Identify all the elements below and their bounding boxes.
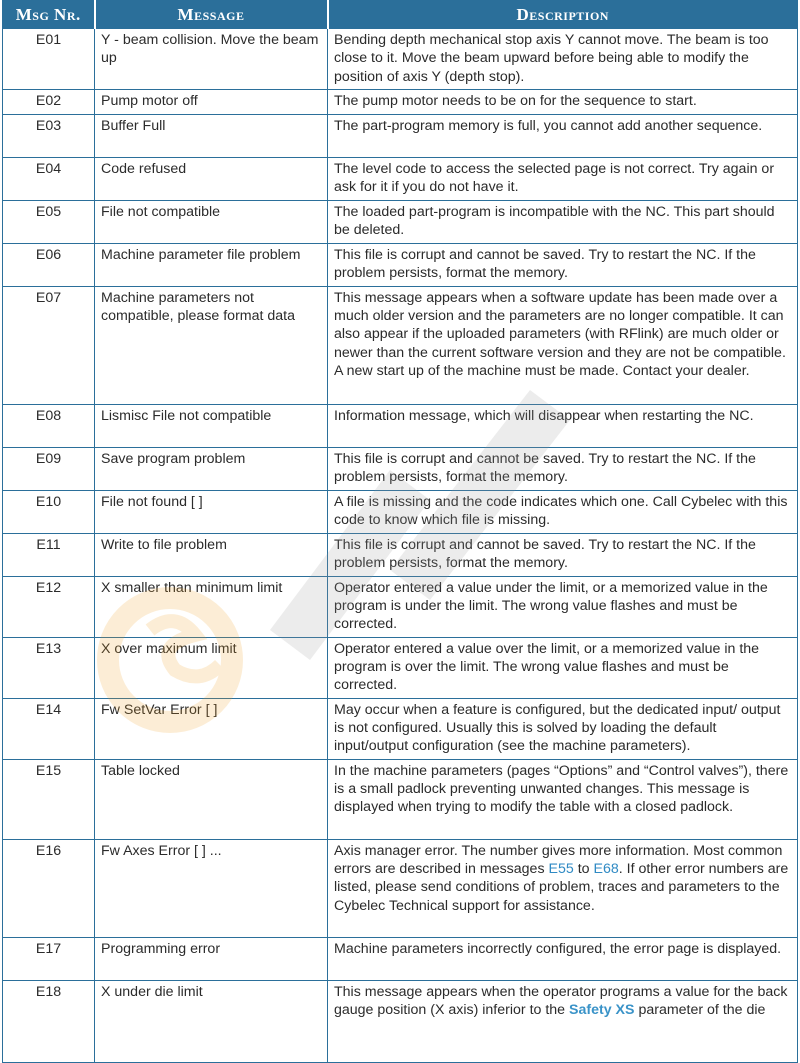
- msg-text: File not found [ ]: [95, 490, 328, 533]
- desc-text-a: Axis manager error. The number gives more information. Most common errors are described in messages: [334, 842, 783, 878]
- link-e55[interactable]: E55: [548, 861, 574, 878]
- msg-code: E14: [3, 698, 95, 759]
- table-row: [3, 404, 798, 447]
- table-row: [3, 89, 798, 114]
- table-row: [3, 937, 798, 980]
- link-safety-xs[interactable]: Safety XS: [569, 1002, 635, 1019]
- msg-text: Save program problem: [95, 447, 328, 490]
- table-row: [3, 157, 798, 200]
- msg-description: The level code to access the selected page is not correct. Try again or ask for it if you do not have it.: [328, 157, 798, 200]
- msg-code: E05: [3, 200, 95, 243]
- msg-description: This file is corrupt and cannot be saved. Try to restart the NC. If the problem persists, format the memory.: [328, 447, 798, 490]
- table-row: [3, 980, 798, 1062]
- table-row: [3, 200, 798, 243]
- msg-description: Operator entered a value over the limit, or a memorized value in the program is over the limit. The wrong value flashes and must be corrected.: [328, 637, 798, 698]
- msg-code: E04: [3, 157, 95, 200]
- msg-description: This file is corrupt and cannot be saved. Try to restart the NC. If the problem persists, format the memory.: [328, 533, 798, 576]
- msg-description: [328, 980, 798, 1062]
- link-e68[interactable]: E68: [593, 861, 619, 878]
- msg-description: The loaded part-program is incompatible with the NC. This part should be deleted.: [328, 200, 798, 243]
- msg-text: Machine parameter file problem: [95, 243, 328, 286]
- msg-text: Code refused: [95, 157, 328, 200]
- desc-text-b: parameter of the die: [638, 1002, 766, 1019]
- table-row: [3, 839, 798, 937]
- msg-code: E12: [3, 576, 95, 637]
- msg-description: Bending depth mechanical stop axis Y cannot move. The beam is too close to it. Move the beam upward before being able to modify the position of axis Y (depth stop).: [328, 29, 798, 90]
- table-row: [3, 243, 798, 286]
- desc-text-a: This message appears when the operator programs a value for the back gauge position (X axis) inferior to the: [334, 983, 788, 1019]
- msg-code: E13: [3, 637, 95, 698]
- msg-text: Machine parameters not compatible, please format data: [95, 286, 328, 404]
- msg-code: E11: [3, 533, 95, 576]
- table-row: [3, 759, 798, 839]
- msg-description: A file is missing and the code indicates which one. Call Cybelec with this code to know which file is missing.: [328, 490, 798, 533]
- msg-code: E02: [3, 89, 95, 114]
- msg-description: May occur when a feature is configured, but the dedicated input/ output is not configured. Usually this is solved by loading the default input/output configuration (see the machine parameters).: [328, 698, 798, 759]
- table-row: [3, 447, 798, 490]
- msg-text: X smaller than minimum limit: [95, 576, 328, 637]
- msg-text: Y - beam collision. Move the beam up: [95, 29, 328, 90]
- table-row: [3, 490, 798, 533]
- msg-description: The pump motor needs to be on for the sequence to start.: [328, 89, 798, 114]
- msg-text: Table locked: [95, 759, 328, 839]
- msg-description: This message appears when a software update has been made over a much older version and the parameters are no longer compatible. It can also appear if the uploaded parameters (with RFlink) are much older or newer than the current software version and they are not be compatible. A new start up of the machine must be made. Contact your dealer.: [328, 286, 798, 404]
- table-row: [3, 698, 798, 759]
- msg-description: In the machine parameters (pages “Options” and “Control valves”), there is a small padlock preventing unwanted changes. This message is displayed when trying to modify the table with a closed padlock.: [328, 759, 798, 839]
- msg-text: Lismisc File not compatible: [95, 404, 328, 447]
- msg-code: E17: [3, 937, 95, 980]
- table-row: [3, 29, 798, 90]
- msg-text: Pump motor off: [95, 89, 328, 114]
- msg-code: E09: [3, 447, 95, 490]
- msg-text: Fw SetVar Error [ ]: [95, 698, 328, 759]
- msg-code: E08: [3, 404, 95, 447]
- msg-description: The part-program memory is full, you cannot add another sequence.: [328, 114, 798, 157]
- msg-description: [328, 839, 798, 937]
- msg-text: X over maximum limit: [95, 637, 328, 698]
- msg-description: This file is corrupt and cannot be saved. Try to restart the NC. If the problem persists, format the memory.: [328, 243, 798, 286]
- table-row: [3, 533, 798, 576]
- table-header-row: [3, 1, 798, 29]
- msg-code: E06: [3, 243, 95, 286]
- desc-text-c: . If other error numbers are listed, please send conditions of problem, traces and parameters to the Cybelec Technical support for assistance.: [334, 861, 789, 914]
- error-message-table: [2, 0, 798, 1063]
- msg-code: E10: [3, 490, 95, 533]
- table-row: [3, 637, 798, 698]
- msg-description: Information message, which will disappear when restarting the NC.: [328, 404, 798, 447]
- header-description: Description: [328, 1, 798, 29]
- msg-text: Fw Axes Error [ ] ...: [95, 839, 328, 937]
- msg-description: Operator entered a value under the limit, or a memorized value in the program is under the limit. The wrong value flashes and must be corrected.: [328, 576, 798, 637]
- msg-code: E07: [3, 286, 95, 404]
- msg-text: Buffer Full: [95, 114, 328, 157]
- msg-text: Write to file problem: [95, 533, 328, 576]
- table-row: [3, 576, 798, 637]
- msg-code: E01: [3, 29, 95, 90]
- msg-code: E15: [3, 759, 95, 839]
- msg-code: E16: [3, 839, 95, 937]
- msg-code: E03: [3, 114, 95, 157]
- table-row: [3, 114, 798, 157]
- table-row: [3, 286, 798, 404]
- msg-text: File not compatible: [95, 200, 328, 243]
- msg-description: Machine parameters incorrectly configured, the error page is displayed.: [328, 937, 798, 980]
- desc-text-b: to: [577, 861, 590, 878]
- header-msg-nr: Msg Nr.: [3, 1, 95, 29]
- msg-code: E18: [3, 980, 95, 1062]
- header-message: Message: [95, 1, 328, 29]
- msg-text: X under die limit: [95, 980, 328, 1062]
- msg-text: Programming error: [95, 937, 328, 980]
